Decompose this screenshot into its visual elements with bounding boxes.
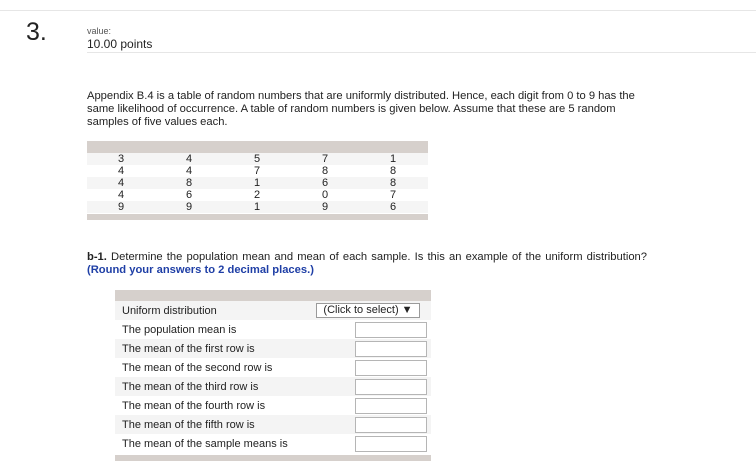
table-cell: 6 [321, 177, 329, 189]
answer-table-footer-bar [115, 455, 431, 461]
answer-row [115, 320, 431, 339]
value-label: value: [87, 26, 112, 36]
table-cell: 1 [253, 201, 261, 213]
table-cell: 4 [117, 177, 125, 189]
table-cell: 4 [117, 189, 125, 201]
header-divider [87, 52, 756, 53]
table-cell: 3 [117, 153, 125, 165]
random-numbers-table [87, 141, 428, 220]
answer-label: The mean of the sample means is [122, 437, 288, 450]
part-b1-text: Determine the population mean and mean of each sample. Is this an example of the uniform distribution? [111, 251, 647, 263]
table-cell: 8 [389, 165, 397, 177]
table-cell: 9 [321, 201, 329, 213]
table-row [87, 189, 428, 201]
answer-label: The population mean is [122, 323, 237, 336]
question-number: 3. [26, 18, 47, 46]
part-b1-label: b-1. [87, 251, 107, 263]
table-header-bar [87, 141, 428, 153]
answer-row [115, 434, 431, 453]
answer-row [115, 415, 431, 434]
table-cell: 4 [185, 153, 193, 165]
answer-row [115, 396, 431, 415]
sample-means-mean-input[interactable] [355, 436, 427, 452]
answer-label: The mean of the first row is [122, 342, 255, 355]
answer-row [115, 377, 431, 396]
table-cell: 7 [389, 189, 397, 201]
answer-label: The mean of the second row is [122, 361, 273, 374]
points-value: 10.00 points [87, 37, 153, 51]
table-cell: 7 [253, 165, 261, 177]
answer-table [115, 290, 431, 461]
table-row [87, 201, 428, 213]
uniform-distribution-select[interactable] [316, 303, 420, 318]
answer-row [115, 339, 431, 358]
table-cell: 9 [117, 201, 125, 213]
answer-table-header-bar [115, 290, 431, 301]
uniform-distribution-label: Uniform distribution [122, 304, 217, 317]
population-mean-input[interactable] [355, 322, 427, 338]
table-cell: 1 [253, 177, 261, 189]
answer-label: The mean of the fifth row is [122, 418, 255, 431]
table-cell: 8 [185, 177, 193, 189]
answer-row [115, 358, 431, 377]
answer-row-uniform [115, 301, 431, 320]
first-row-mean-input[interactable] [355, 341, 427, 357]
answer-label: The mean of the fourth row is [122, 399, 266, 412]
table-row [87, 177, 428, 189]
table-cell: 7 [321, 153, 329, 165]
table-cell: 6 [389, 201, 397, 213]
table-cell: 8 [389, 177, 397, 189]
third-row-mean-input[interactable] [355, 379, 427, 395]
table-cell: 2 [253, 189, 261, 201]
table-cell: 4 [117, 165, 125, 177]
select-value: (Click to select) [323, 304, 399, 316]
table-row [87, 153, 428, 165]
table-cell: 1 [389, 153, 397, 165]
table-cell: 4 [185, 165, 193, 177]
answer-label: The mean of the third row is [122, 380, 259, 393]
table-body [87, 153, 428, 213]
table-cell: 5 [253, 153, 261, 165]
table-footer-bar [87, 214, 428, 220]
table-cell: 9 [185, 201, 193, 213]
table-cell: 8 [321, 165, 329, 177]
chevron-down-icon: ▼ [401, 304, 413, 316]
table-cell: 6 [185, 189, 193, 201]
top-border [0, 0, 756, 11]
question-intro: Appendix B.4 is a table of random numbers that are uniformly distributed. Hence, each digit from 0 to 9 has the same likelihood of occurrence. A table of random numbers is given below. Assume that these are 5 random samples of five values each. [87, 90, 635, 128]
table-row [87, 165, 428, 177]
part-b1-prompt [87, 251, 647, 277]
fourth-row-mean-input[interactable] [355, 398, 427, 414]
fifth-row-mean-input[interactable] [355, 417, 427, 433]
rounding-instruction: (Round your answers to 2 decimal places.) [87, 264, 314, 276]
second-row-mean-input[interactable] [355, 360, 427, 376]
table-cell: 0 [321, 189, 329, 201]
